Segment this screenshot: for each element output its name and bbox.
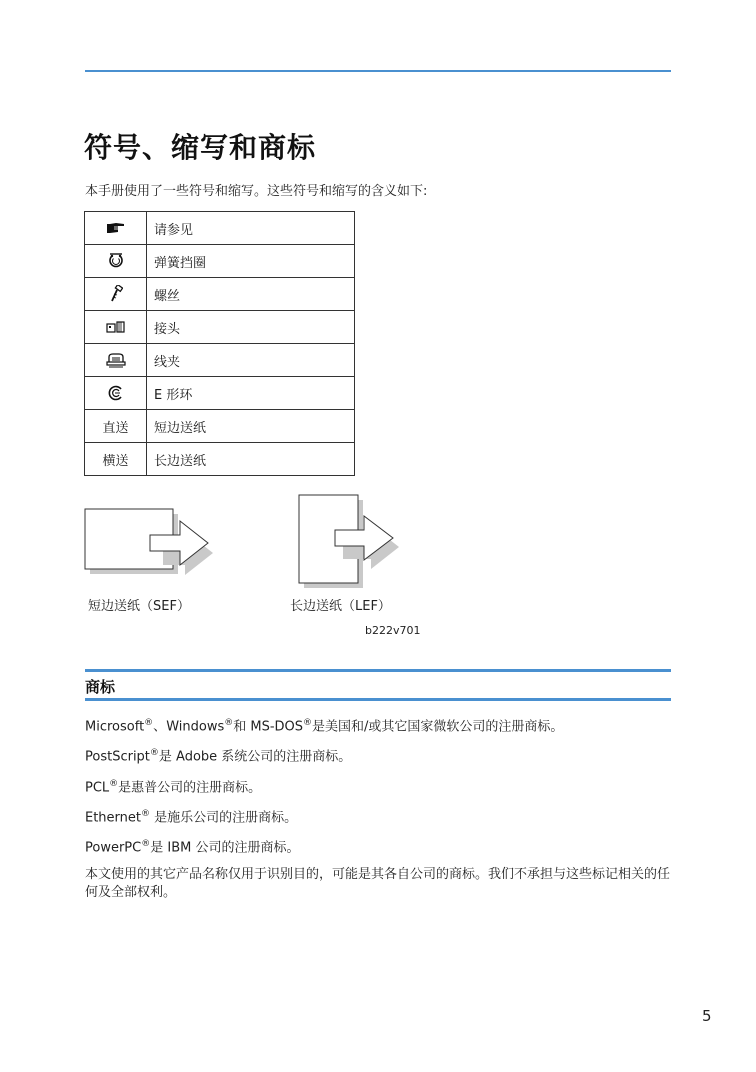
symbol-cell	[85, 344, 147, 377]
symbol-cell: 直送	[85, 410, 147, 443]
table-row	[85, 410, 355, 443]
lef-illustration	[294, 490, 414, 590]
meaning-cell: 短边送纸	[147, 410, 355, 443]
meaning-cell: 弹簧挡圈	[147, 245, 355, 278]
sef-illustration	[80, 505, 215, 595]
trademarks-heading: 商标	[85, 678, 116, 696]
table-row	[85, 443, 355, 476]
symbol-cell	[85, 212, 147, 245]
trademark-item: Microsoft®、Windows®和 MS-DOS®是美国和/或其它国家微软公司的注册商标。	[85, 718, 564, 735]
symbol-cell	[85, 278, 147, 311]
symbol-cell	[85, 377, 147, 410]
page-title: 符号、缩写和商标	[84, 131, 317, 164]
sef-label: 短边送纸（SEF）	[88, 599, 190, 614]
trademarks-rule-bottom	[85, 698, 671, 701]
symbol-cell: 横送	[85, 443, 147, 476]
meaning-cell: 螺丝	[147, 278, 355, 311]
registered-mark: ®	[303, 718, 313, 728]
trademark-item: 本文使用的其它产品名称仅用于识别目的，可能是其各自公司的商标。我们不承担与这些标记相关的任何及全部权利。	[85, 866, 671, 900]
table-row	[85, 311, 355, 344]
table-row	[85, 377, 355, 410]
meaning-cell: 接头	[147, 311, 355, 344]
meaning-cell: E 形环	[147, 377, 355, 410]
trademark-item: PCL®是惠普公司的注册商标。	[85, 778, 262, 795]
table-row	[85, 278, 355, 311]
figure-code: b222v701	[365, 624, 421, 637]
top-rule	[85, 70, 671, 72]
intro-text: 本手册使用了一些符号和缩写。这些符号和缩写的含义如下:	[85, 184, 428, 199]
snap-ring-icon	[107, 253, 125, 269]
trademark-item: Ethernet® 是施乐公司的注册商标。	[85, 808, 298, 826]
screw-icon	[109, 285, 123, 303]
meaning-cell: 请参见	[147, 212, 355, 245]
e-ring-icon	[108, 385, 124, 401]
connector-icon	[106, 320, 126, 334]
trademark-item: PowerPC®是 IBM 公司的注册商标。	[85, 839, 300, 856]
meaning-cell: 线夹	[147, 344, 355, 377]
symbol-cell	[85, 245, 147, 278]
registered-mark: ®	[141, 808, 150, 819]
feed-direction-diagram	[80, 490, 430, 640]
lef-label: 长边送纸（LEF）	[290, 599, 391, 614]
table-row	[85, 344, 355, 377]
table-row	[85, 212, 355, 245]
trademark-item: PostScript®是 Adobe 系统公司的注册商标。	[85, 748, 352, 765]
trademarks-rule-top	[85, 669, 671, 672]
meaning-cell: 长边送纸	[147, 443, 355, 476]
symbol-cell	[85, 311, 147, 344]
pointing-hand-icon	[106, 221, 126, 235]
page-number: 5	[702, 1007, 712, 1025]
registered-mark: ®	[109, 778, 119, 789]
registered-mark: ®	[144, 718, 154, 728]
table-row	[85, 245, 355, 278]
trademarks-list	[85, 714, 675, 910]
symbols-table	[84, 211, 355, 476]
clamp-icon	[106, 352, 126, 368]
registered-mark: ®	[224, 718, 234, 728]
registered-mark: ®	[141, 839, 151, 850]
registered-mark: ®	[149, 748, 159, 759]
